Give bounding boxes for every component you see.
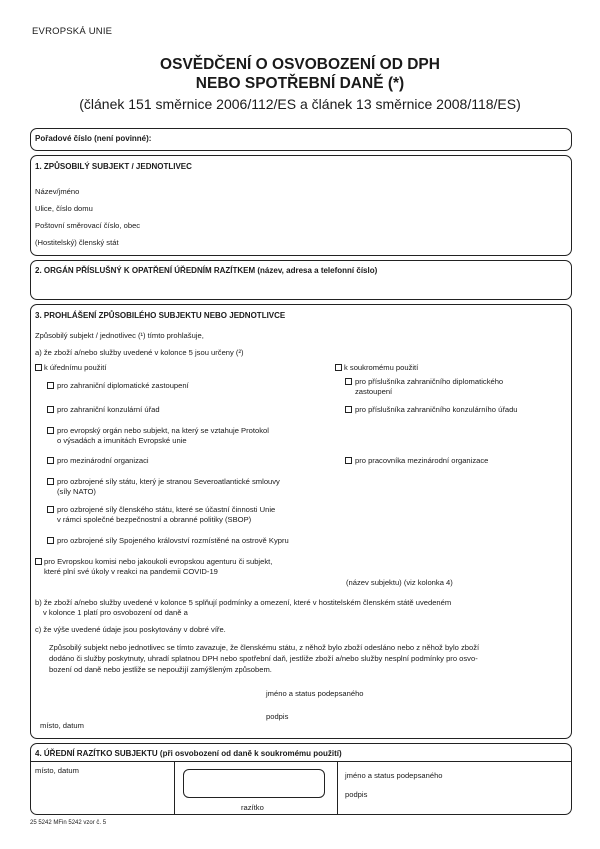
field-name[interactable]: Název/jméno [35, 187, 80, 196]
field-postcode-city[interactable]: Poštovní směrovací číslo, obec [35, 221, 141, 230]
nato-forces-label-1: pro ozbrojené síly státu, který je stranou Severoatlantické smlouvy [57, 477, 280, 486]
form-subtitle: (článek 151 směrnice 2006/112/ES a článek 13 směrnice 2008/118/ES) [79, 96, 521, 112]
covid-eu-agency-label-1: pro Evropskou komisi nebo jakoukoli evropskou agenturu či subjekt, [44, 557, 273, 566]
section-2-box[interactable] [30, 260, 572, 300]
subject-name-note: (název subjektu) (viz kolonka 4) [346, 578, 453, 587]
declaration-intro: Způsobilý subjekt / jednotlivec (¹) tímto prohlašuje, [35, 331, 204, 340]
consular-member-label: pro příslušníka zahraničního konzulárního úřadu [355, 405, 518, 414]
clause-c: c) že výše uvedené údaje jsou poskytovány v dobré víře. [35, 625, 226, 634]
checkbox-consular-member[interactable] [345, 406, 352, 413]
checkbox-csdp-forces[interactable] [47, 506, 54, 513]
field-member-state[interactable]: (Hostitelský) členský stát [35, 238, 119, 247]
checkbox-eu-body[interactable] [47, 427, 54, 434]
serial-number-box[interactable] [30, 128, 572, 151]
signatory-signature[interactable]: podpis [266, 712, 289, 721]
commitment-line2: dodáno či služby poskytnuty, uhradí splatnou DPH nebo spotřební daň, jestliže zboží a/nebo služby nesplní podmínky pro osvo- [49, 654, 478, 663]
form-code: 25 5242 MFin 5242 vzor č. 5 [30, 820, 107, 826]
checkbox-nato-forces[interactable] [47, 478, 54, 485]
section-4-box [30, 743, 572, 815]
uk-forces-cyprus-label: pro ozbrojené síly Spojeného království rozmístěné na ostrově Kypru [57, 536, 289, 545]
diplomatic-mission-label: pro zahraniční diplomatické zastoupení [57, 381, 189, 390]
nato-forces-label-2: (síly NATO) [57, 487, 96, 496]
stamp-left-divider [174, 761, 175, 814]
section-3-title: 3. PROHLÁŠENÍ ZPŮSOBILÉHO SUBJEKTU NEBO JEDNOTLIVCE [35, 311, 286, 320]
covid-eu-agency-label-2: které plní své úkoly v reakci na pandemii COVID-19 [44, 567, 218, 576]
checkbox-international-org[interactable] [47, 457, 54, 464]
section-2-title: 2. ORGÁN PŘÍSLUŠNÝ K OPATŘENÍ ÚŘEDNÍM RAZÍTKEM (název, adresa a telefonní číslo) [35, 266, 378, 275]
section-4-title: 4. ÚŘEDNÍ RAZÍTKO SUBJEKTU (při osvobození od daně k soukromému použití) [35, 749, 342, 758]
form-title-line1: OSVĚDČENÍ O OSVOBOZENÍ OD DPH [160, 56, 440, 73]
section-4-divider [31, 761, 571, 762]
section-3-box [30, 304, 572, 739]
stamp-signature[interactable]: podpis [345, 790, 368, 799]
checkbox-uk-forces-cyprus[interactable] [47, 537, 54, 544]
signatory-name-status[interactable]: jméno a status podepsaného [266, 689, 364, 698]
clause-b-line1: b) že zboží a/nebo služby uvedené v kolonce 5 splňují podmínky a omezení, které v hostitelském členském státě uvedeném [35, 598, 452, 607]
checkbox-covid-eu-agency[interactable] [35, 558, 42, 565]
official-use-label: k úřednímu použití [44, 363, 107, 372]
checkbox-consular-office[interactable] [47, 406, 54, 413]
diplomatic-member-label-2: zastoupení [355, 387, 393, 396]
eu-body-label-2: o výsadách a imunitách Evropské unie [57, 436, 187, 445]
stamp-label: razítko [241, 803, 264, 812]
checkbox-international-org-staff[interactable] [345, 457, 352, 464]
form-title-line2: NEBO SPOTŘEBNÍ DANĚ (*) [195, 75, 405, 92]
stamp-place-date[interactable]: místo, datum [35, 766, 79, 775]
signatory-place-date[interactable]: místo, datum [40, 721, 84, 730]
clause-a: a) že zboží a/nebo služby uvedené v kolonce 5 jsou určeny (²) [35, 348, 244, 357]
eu-body-label-1: pro evropský orgán nebo subjekt, na který se vztahuje Protokol [57, 426, 269, 435]
csdp-forces-label-2: v rámci společné bezpečnostní a obranné politiky (SBOP) [57, 515, 252, 524]
commitment-line3: bození od daně nebo jestliže se nepoužijí zamýšleným způsobem. [49, 665, 272, 674]
checkbox-official-use[interactable] [35, 364, 42, 371]
private-use-label: k soukromému použití [344, 363, 419, 372]
checkbox-diplomatic-member[interactable] [345, 378, 352, 385]
international-org-label: pro mezinárodní organizaci [57, 456, 149, 465]
clause-b-line2: v kolonce 1 platí pro osvobození od daně a [43, 608, 188, 617]
checkbox-diplomatic-mission[interactable] [47, 382, 54, 389]
diplomatic-member-label-1: pro příslušníka zahraničního diplomatického [355, 377, 504, 386]
checkbox-private-use[interactable] [335, 364, 342, 371]
commitment-line1: Způsobilý subjekt nebo jednotlivec se tímto zavazuje, že členskému státu, z něhož bylo zboží odesláno nebo z něhož bylo zboží [49, 643, 480, 652]
consular-office-label: pro zahraniční konzulární úřad [57, 405, 160, 414]
section-1-box [30, 155, 572, 256]
section-1-title: 1. ZPŮSOBILÝ SUBJEKT / JEDNOTLIVEC [35, 162, 192, 171]
field-street[interactable]: Ulice, číslo domu [35, 204, 93, 213]
international-org-staff-label: pro pracovníka mezinárodní organizace [355, 456, 489, 465]
serial-number-label: Pořadové číslo (není povinné): [35, 134, 152, 143]
stamp-name-status[interactable]: jméno a status podepsaného [345, 771, 443, 780]
stamp-right-divider [337, 761, 338, 814]
csdp-forces-label-1: pro ozbrojené síly členského státu, které se účastní činnosti Unie [57, 505, 276, 514]
eu-label: EVROPSKÁ UNIE [32, 26, 113, 37]
stamp-area[interactable] [183, 769, 325, 798]
